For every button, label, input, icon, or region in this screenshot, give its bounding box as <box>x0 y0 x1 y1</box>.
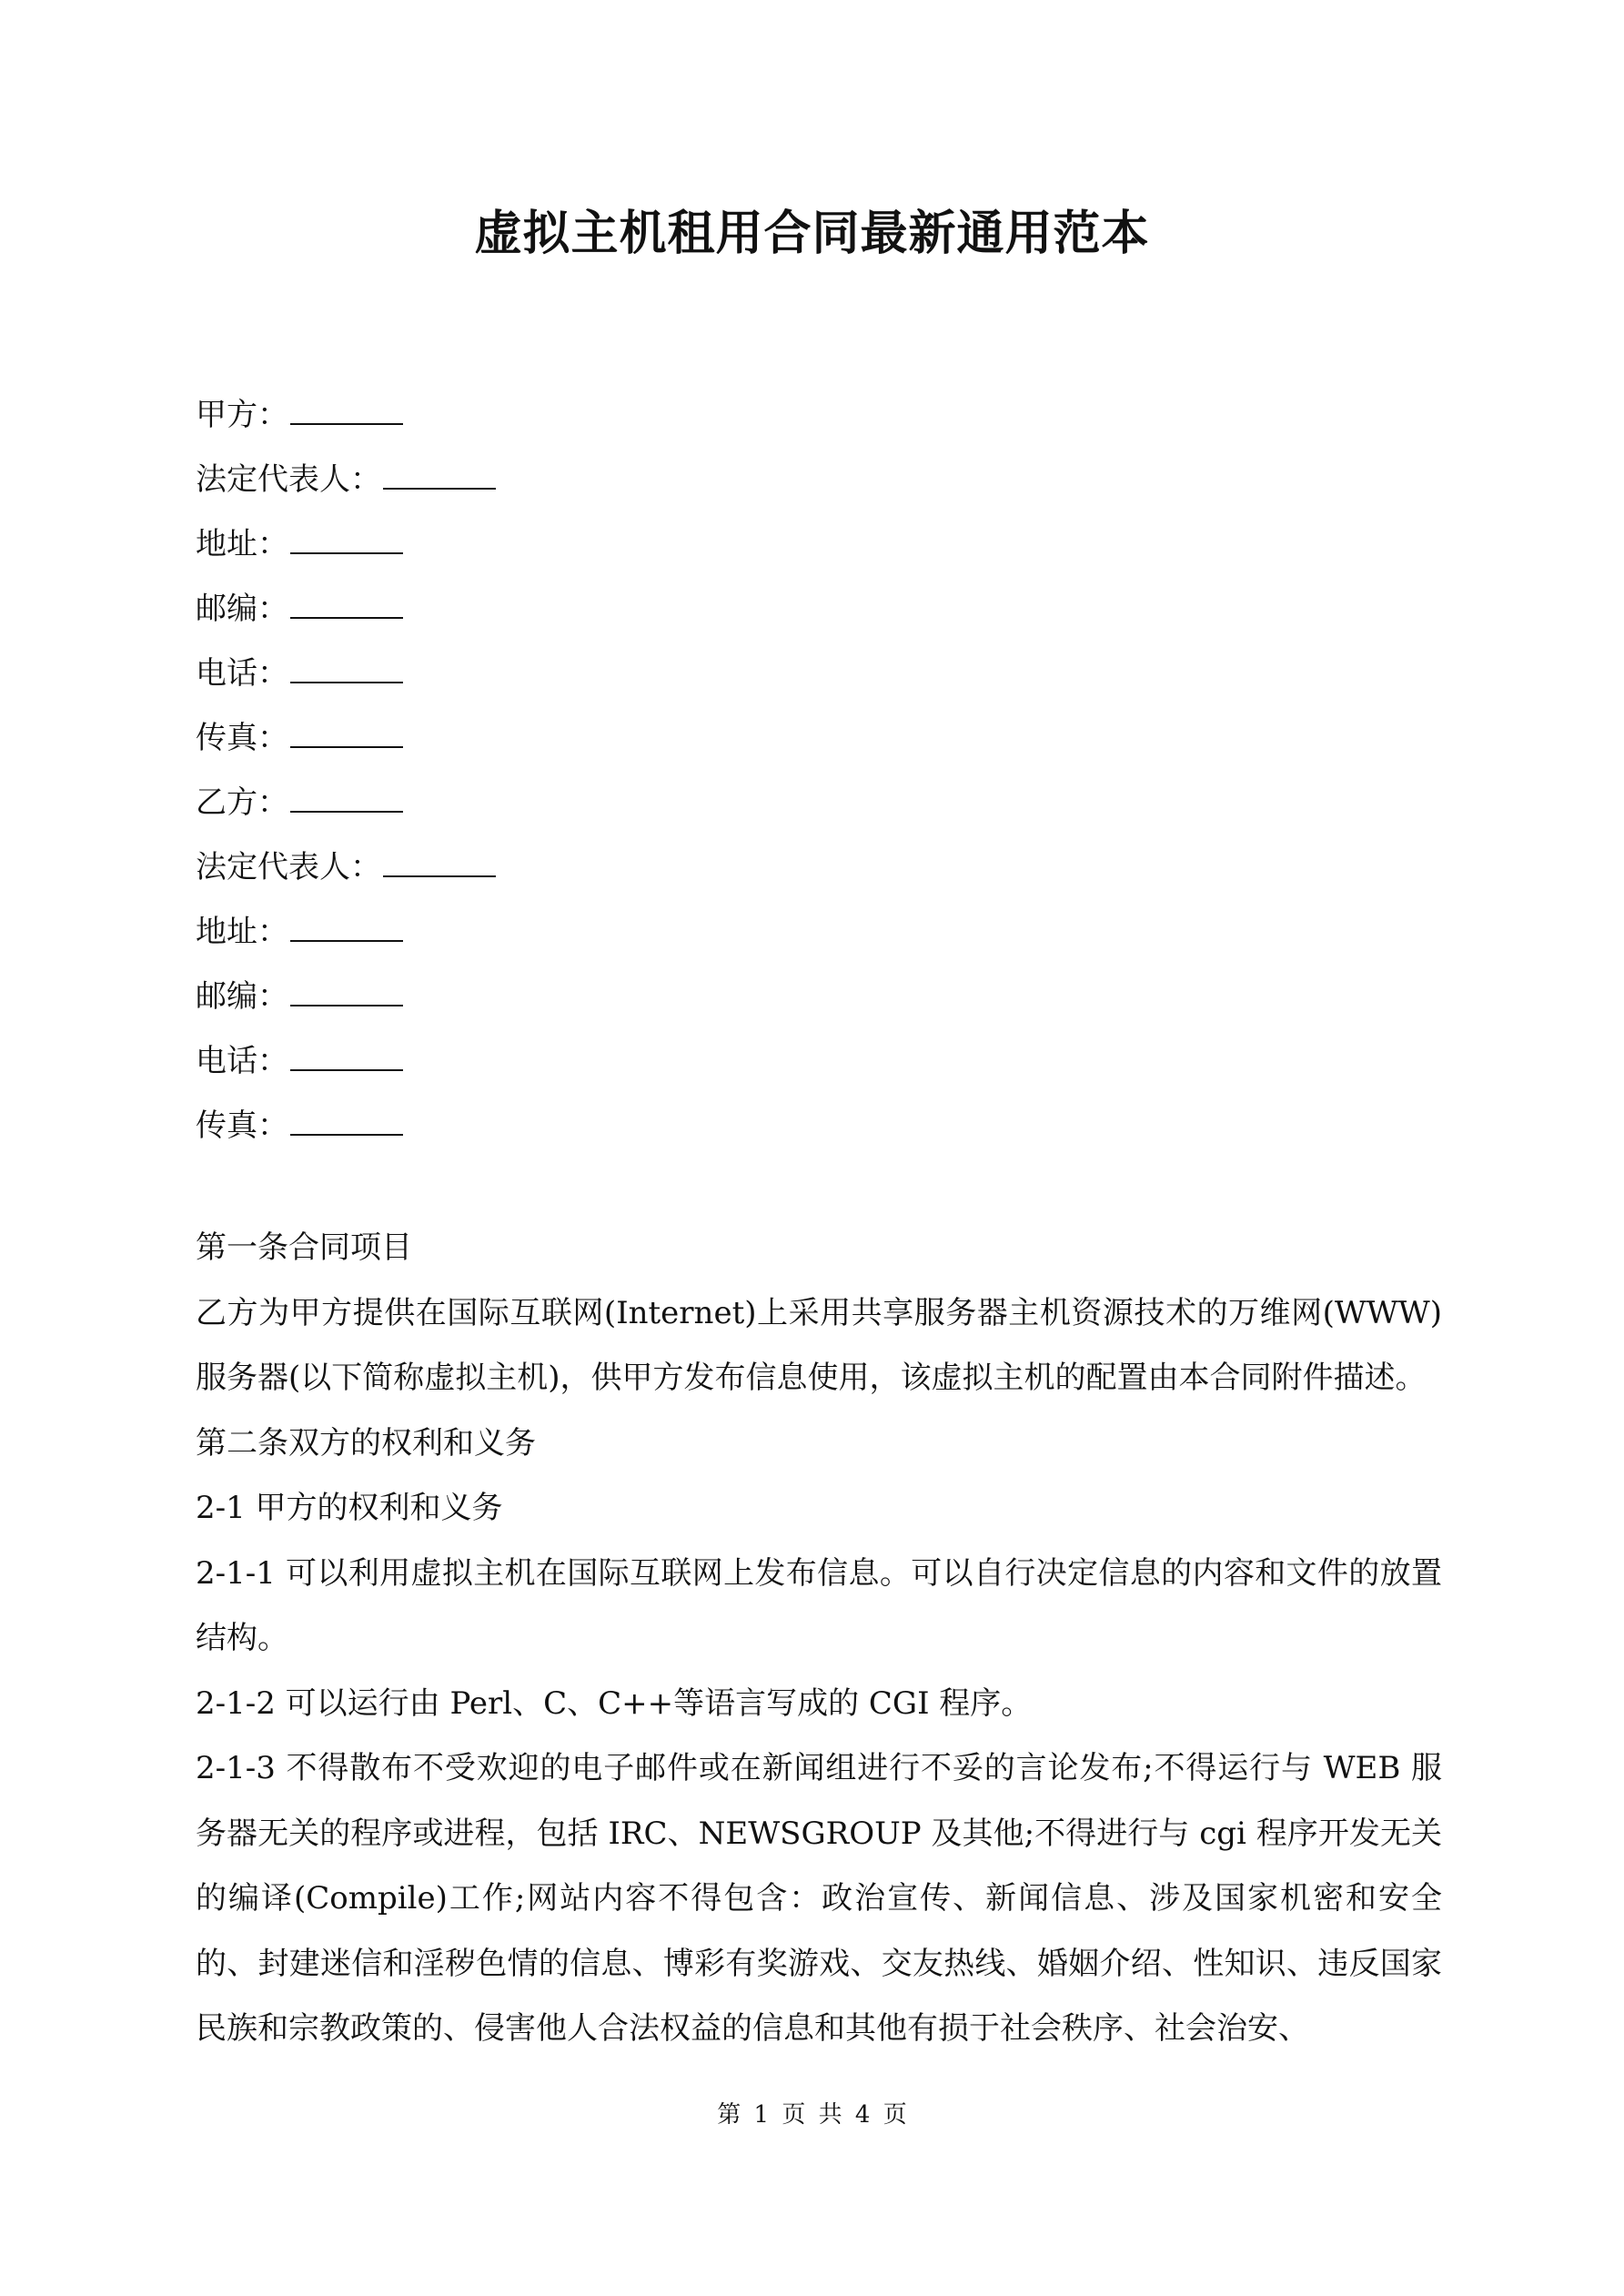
party-field-fax-a <box>196 706 1442 771</box>
fill-in-blank <box>383 852 496 877</box>
fill-in-blank <box>290 400 403 425</box>
field-label: 地址： <box>196 526 288 562</box>
party-field-postcode-a <box>196 577 1442 642</box>
party-field-phone-a <box>196 642 1442 706</box>
fill-in-blank <box>290 593 403 619</box>
document-title: 虚拟主机租用合同最新通用范本 <box>474 206 1150 261</box>
party-field-legal-rep-b <box>196 835 1442 900</box>
contract-body <box>196 1216 1442 2062</box>
party-field-address-a <box>196 512 1442 577</box>
fill-in-blank <box>290 1110 403 1136</box>
field-label: 电话： <box>196 1043 288 1079</box>
party-field-legal-rep-a <box>196 448 1442 512</box>
party-field-postcode-b <box>196 965 1442 1029</box>
party-field-party-a <box>196 383 1442 448</box>
fill-in-blank <box>290 658 403 683</box>
article-heading: 第二条双方的权利和义务 <box>196 1424 536 1462</box>
page-number-footer: 第 1 页 共 4 页 <box>717 2101 907 2129</box>
field-label: 乙方： <box>196 784 288 821</box>
field-label: 传真： <box>196 1108 288 1144</box>
party-info-list <box>196 383 1442 1158</box>
field-label: 传真： <box>196 720 288 756</box>
fill-in-blank <box>290 916 403 942</box>
fill-in-blank <box>290 723 403 748</box>
field-label: 地址： <box>196 914 288 950</box>
field-label: 法定代表人： <box>196 461 381 498</box>
fill-in-blank <box>290 529 403 554</box>
fill-in-blank <box>290 1046 403 1071</box>
party-field-fax-b <box>196 1094 1442 1158</box>
field-label: 法定代表人： <box>196 849 381 885</box>
article-heading: 第一条合同项目 <box>196 1229 412 1266</box>
paragraph: 2-1-2 可以运行由 Perl、C、C++等语言写成的 CGI 程序。 <box>196 1684 1033 1722</box>
section-heading: 2-1 甲方的权利和义务 <box>196 1490 503 1526</box>
fill-in-blank <box>290 981 403 1006</box>
field-label: 邮编： <box>196 978 288 1015</box>
paragraph: 乙方为甲方提供在国际互联网(Internet)上采用共享服务器主机资源技术的万维网(WWW)服务器(以下简称虚拟主机)，供甲方发布信息使用，该虚拟主机的配置由本合同附件描述。 <box>196 1294 1442 1396</box>
field-label: 甲方： <box>196 397 288 433</box>
field-label: 邮编： <box>196 591 288 627</box>
party-field-phone-b <box>196 1029 1442 1094</box>
party-field-party-b <box>196 771 1442 835</box>
paragraph: 2-1-1 可以利用虚拟主机在国际互联网上发布信息。可以自行决定信息的内容和文件的放置结构。 <box>196 1554 1442 1656</box>
party-field-address-b <box>196 900 1442 965</box>
fill-in-blank <box>290 787 403 813</box>
paragraph: 2-1-3 不得散布不受欢迎的电子邮件或在新闻组进行不妥的言论发布;不得运行与 WEB 服务器无关的程序或进程，包括 IRC、NEWSGROUP 及其他;不得进行与 cgi 程序开发无关的编译(Compile)工作;网站内容不得包含：政治宣传、新闻信息、涉及国家机密和安全的、封建迷信和淫秽色情的信息、博彩有奖游戏、交友热线、婚姻介绍、性知识、违反国家民族和宗教政策的、侵害他人合法权益的信息和其他有损于社会秩序、社会治安、 <box>196 1750 1442 2047</box>
field-label: 电话： <box>196 655 288 692</box>
fill-in-blank <box>383 464 496 490</box>
